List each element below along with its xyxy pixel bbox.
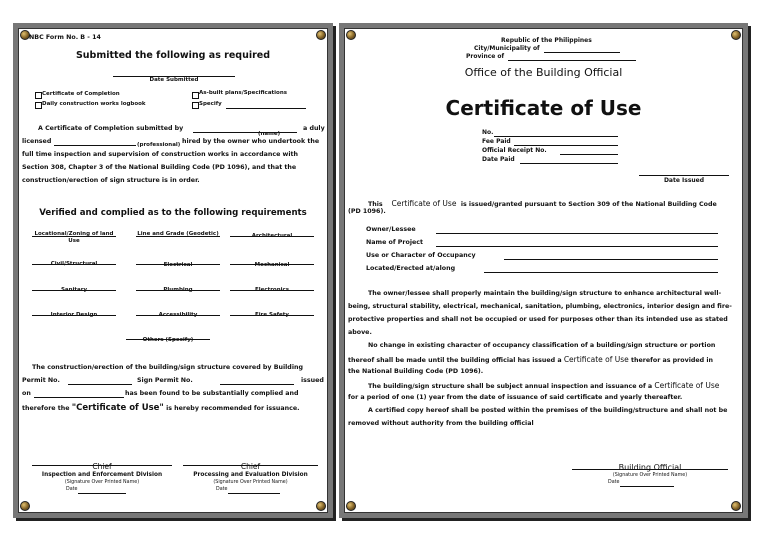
sig-right-date-line — [228, 493, 280, 494]
left-subtitle: Verified and complied as to the following requirements — [39, 208, 307, 218]
para1-licensed: licensed — [22, 138, 52, 145]
para1-text: construction/erection of sign structure is in order. — [22, 177, 200, 184]
req-label: Mechanical — [254, 262, 290, 268]
para2-text — [22, 403, 300, 413]
checkbox-label: As-built plans/Specifications — [199, 90, 288, 96]
checkbox-specify[interactable] — [192, 102, 199, 109]
body-p4: removed without authority from the building official — [348, 420, 534, 427]
req-label: Sanitary — [60, 287, 88, 293]
req-line — [32, 264, 116, 265]
checkbox-label: Certificate of Completion — [42, 91, 120, 97]
para2-permit: Permit No. — [22, 377, 60, 384]
rivet-top-right — [731, 30, 741, 40]
para2-text: is hereby recommended for issuance. — [166, 405, 300, 412]
recommendation-form-panel — [13, 23, 333, 518]
req-label: Interior Design — [50, 312, 98, 318]
sig-left-title: Chief — [92, 462, 112, 471]
body-p2: the National Building Code (PD 1096). — [348, 368, 484, 375]
professional-label: (professional) — [137, 142, 181, 148]
para1-text: Section 308, Chapter 3 of the National Building Code (PD 1096), and that the — [22, 164, 297, 171]
body-p2-text: thereof shall be made until the building official has issued a — [348, 357, 562, 364]
certificate-of-use-emphasis: Certificate of Use — [391, 199, 457, 208]
sig-left-note: (Signature Over Printed Name) — [64, 480, 140, 485]
intro-line1 — [368, 199, 717, 208]
req-label: Fire Safety — [254, 312, 289, 318]
location-label: Located/Erected at/along — [366, 265, 456, 272]
rivet-bottom-left — [20, 501, 30, 511]
body-p3 — [368, 381, 719, 390]
city-line — [544, 52, 620, 53]
req-line — [136, 315, 220, 316]
checkbox-label: Daily construction works logbook — [42, 101, 146, 107]
req-line — [230, 290, 314, 291]
province-line — [508, 60, 636, 61]
req-line — [230, 315, 314, 316]
official-date-line — [620, 486, 674, 487]
professional-line — [54, 145, 136, 146]
sig-left-date-line — [78, 493, 126, 494]
para2-issued: issued — [301, 377, 324, 384]
req-line — [126, 339, 210, 340]
location-line — [484, 272, 718, 273]
intro-line2: (PD 1096). — [348, 208, 386, 215]
certificate-of-use-emphasis: "Certificate of Use" — [71, 403, 164, 413]
req-line — [136, 236, 220, 237]
specify-line — [226, 108, 306, 109]
sig-left-division: Inspection and Enforcement Division — [41, 472, 163, 478]
sig-right-date: Date — [216, 487, 228, 492]
left-title: Submitted the following as required — [75, 50, 271, 61]
para2-sign-permit: Sign Permit No. — [137, 377, 193, 384]
official-sig-title: Building Official — [618, 463, 682, 472]
para1-duly: a duly — [303, 125, 325, 132]
no-line — [494, 136, 618, 137]
checkbox-daily-logbook[interactable] — [35, 102, 42, 109]
sig-right-division: Processing and Evaluation Division — [193, 472, 308, 478]
name-label: (name) — [258, 131, 281, 137]
req-label: Accessibility — [158, 312, 198, 318]
req-label: Line and Grade (Geodetic) — [137, 231, 219, 237]
checkbox-certificate-completion[interactable] — [35, 92, 42, 99]
date-submitted-label: Date Submitted — [149, 77, 199, 83]
req-label: Locational/Zoning of land Use — [34, 231, 114, 244]
req-line — [32, 315, 116, 316]
city-label: City/Municipality of — [474, 45, 540, 52]
occupancy-line — [504, 259, 718, 260]
req-line — [230, 236, 314, 237]
rivet-bottom-right — [731, 501, 741, 511]
province-label: Province of — [466, 53, 505, 60]
permit-no-line — [68, 384, 132, 385]
para1-text: full time inspection and supervision of construction works in accordance with — [22, 151, 299, 158]
checkbox-label: Specify — [199, 101, 222, 107]
name-line — [193, 132, 297, 133]
official-sig-note: (Signature Over Printed Name) — [612, 473, 688, 478]
rivet-bottom-right — [316, 501, 326, 511]
req-line — [32, 290, 116, 291]
body-p4: A certified copy hereof shall be posted within the premises of the building/structure and shall not be — [368, 407, 728, 414]
body-p1: protective properties and shall not be occupied or used for purposes other than its intended use as stated — [348, 316, 728, 323]
req-line — [230, 264, 314, 265]
body-p1: The owner/lessee shall properly maintain the building/sign structure to enhance architectural well- — [368, 290, 722, 297]
req-label: Others (Specify) — [142, 337, 194, 343]
body-p2-text: therefor as provided in — [630, 357, 713, 364]
receipt-line — [560, 154, 618, 155]
sign-permit-line — [220, 384, 294, 385]
sig-right-note: (Signature Over Printed Name) — [213, 480, 288, 485]
rivet-bottom-left — [346, 501, 356, 511]
req-label: Electronics — [254, 287, 290, 293]
intro-text: is issued/granted pursuant to Section 309 of the National Building Code — [460, 201, 717, 208]
rivet-top-right — [316, 30, 326, 40]
body-p1: being, structural stability, electrical, mechanical, sanitation, plumbing, electronics, interior design and fire- — [348, 303, 732, 310]
para2-on: on — [22, 390, 31, 397]
para2-line1: The construction/erection of the building/sign structure covered by Building — [32, 364, 303, 371]
certificate-of-use-emphasis: Certificate of Use — [654, 381, 720, 390]
occupancy-label: Use or Character of Occupancy — [366, 252, 476, 259]
req-label: Architectural — [251, 233, 293, 239]
req-label: Plumbing — [163, 287, 193, 293]
req-line — [136, 290, 220, 291]
req-zoning — [32, 231, 116, 245]
republic-label: Republic of the Philippines — [501, 37, 592, 44]
sig-left-date: Date — [66, 487, 78, 492]
date-paid-line — [520, 163, 618, 164]
para1-text: A Certificate of Completion submitted by — [38, 125, 184, 132]
project-line — [436, 246, 718, 247]
req-line — [32, 236, 116, 237]
certificate-of-use-emphasis: Certificate of Use — [563, 355, 629, 364]
office-heading: Office of the Building Official — [464, 66, 623, 79]
para2-text: therefore the — [22, 405, 70, 412]
body-p2 — [348, 355, 713, 364]
sig-right-title: Chief — [240, 462, 261, 471]
checkbox-as-built[interactable] — [192, 92, 199, 99]
fee-label: Fee Paid — [482, 138, 511, 145]
certificate-of-use-panel — [339, 23, 748, 518]
date-issued-line — [639, 175, 729, 176]
body-p1: above. — [348, 329, 372, 336]
req-label: Electrical — [163, 262, 193, 268]
para2-text: has been found to be substantially complied and — [125, 390, 299, 397]
para1-text: hired by the owner who undertook the — [182, 138, 320, 145]
owner-line — [436, 233, 718, 234]
form-number: NBC Form No. B - 14 — [29, 34, 101, 41]
certificate-title: Certificate of Use — [445, 96, 642, 120]
body-p3: for a period of one (1) year from the date of issuance of said certificate and yearly thereafter. — [348, 394, 683, 401]
fee-line — [514, 145, 618, 146]
issued-on-line — [34, 397, 124, 398]
no-label: No. — [482, 129, 494, 136]
body-p3-text: The building/sign structure shall be subject annual inspection and issuance of a — [368, 383, 653, 390]
date-issued-label: Date Issued — [663, 177, 705, 184]
rivet-top-left — [346, 30, 356, 40]
date-paid-label: Date Paid — [482, 156, 515, 163]
para1-line1 — [38, 125, 183, 132]
req-label: Civil/Structural — [50, 261, 98, 267]
receipt-label: Official Receipt No. — [482, 147, 547, 154]
body-p2: No change in existing character of occupancy classification of a building/sign structure or portion — [368, 342, 716, 349]
official-sig-date: Date — [608, 480, 620, 485]
intro-text: This — [368, 201, 383, 208]
owner-label: Owner/Lessee — [366, 226, 416, 233]
req-line — [136, 264, 220, 265]
project-label: Name of Project — [366, 239, 424, 246]
